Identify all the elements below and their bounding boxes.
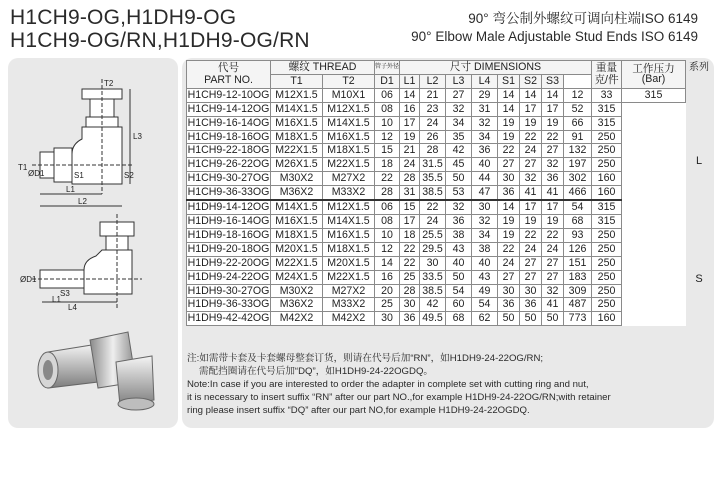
part-no-cell: H1CH9-30-27OG (187, 172, 270, 185)
table-cell: M33X2 (323, 298, 375, 312)
label-l1: L1 (66, 185, 75, 194)
table-row-l (187, 116, 686, 130)
table-cell: 315 (592, 116, 622, 130)
table-cell: 38.5 (420, 284, 446, 298)
table-cell: 19 (520, 214, 542, 228)
table-cell: 22 (498, 242, 520, 256)
table-cell: 22 (400, 256, 420, 270)
part-no-cell: H1DH9-30-27OG (187, 284, 270, 297)
header-part-no (187, 61, 271, 89)
header-part-cn: 代号 (217, 61, 240, 74)
table-row-l (187, 102, 686, 116)
table-cell: 21 (420, 88, 446, 102)
table-cell: 24 (498, 256, 520, 270)
table-cell: M36X2 (271, 298, 323, 312)
header-weight-cn: 重量 (595, 61, 618, 74)
table-cell: 16 (375, 270, 400, 284)
table-cell: 250 (592, 158, 622, 172)
table-cell: 30 (498, 172, 520, 186)
table-cell: 27 (520, 256, 542, 270)
table-cell: 14 (400, 88, 420, 102)
table-cell: 309 (564, 284, 592, 298)
table-cell: 19 (400, 130, 420, 144)
table-cell: 41 (520, 186, 542, 200)
header-dim: L2 (420, 74, 446, 88)
table-cell: 36 (472, 144, 498, 158)
table-cell: 36 (400, 312, 420, 326)
table-cell: 47 (472, 186, 498, 200)
table-cell: M27X2 (323, 172, 375, 186)
header-dim: L4 (472, 74, 498, 88)
note-cn-1: 注:如需带卡套及卡套螺母整套订货，则请在代号后加“RN”，如H1DH9-24-22OG/RN; (187, 353, 544, 364)
table-cell: 32 (472, 214, 498, 228)
table-cell: 250 (592, 242, 622, 256)
table-cell: 17 (400, 214, 420, 228)
note-en-3: ring please insert suffix “DQ” after our part NO,for example H1DH9-24-22OGDQ. (187, 405, 530, 416)
part-no-cell: H1DH9-24-22OG (187, 270, 270, 283)
table-cell: 30 (520, 284, 542, 298)
header-dim: L3 (446, 74, 472, 88)
table-cell: 32 (446, 200, 472, 214)
table-cell: 24 (520, 144, 542, 158)
table-cell: 22 (520, 130, 542, 144)
table-cell: 250 (592, 130, 622, 144)
part-no-cell: H1DH9-36-33OG (187, 298, 270, 311)
table-cell: 44 (472, 172, 498, 186)
table-cell: 54 (446, 284, 472, 298)
table-cell: 36 (446, 214, 472, 228)
table-cell: 12 (564, 88, 592, 102)
table-cell: 126 (564, 242, 592, 256)
table-cell: 36 (498, 298, 520, 312)
table-cell: 17 (520, 102, 542, 116)
table-cell: 14 (498, 88, 520, 102)
table-cell: 19 (498, 116, 520, 130)
table-cell: 33.5 (420, 270, 446, 284)
table-cell: 50 (542, 312, 564, 326)
part-no-cell: H1CH9-18-16OG (187, 130, 270, 143)
table-cell: 34 (472, 130, 498, 144)
table-cell: 91 (564, 130, 592, 144)
table-cell: M18X1.5 (323, 144, 375, 158)
header-dim: L1 (400, 74, 420, 88)
table-cell: 66 (564, 116, 592, 130)
table-cell: M10X1 (323, 88, 375, 102)
part-no-cell: H1CH9-12-10OG (187, 88, 270, 101)
table-cell: 250 (592, 298, 622, 312)
table-cell: 50 (520, 312, 542, 326)
description-en: 90° Elbow Male Adjustable Stud Ends ISO 6149 (411, 29, 698, 44)
header-tube-od: 管子外径 (375, 61, 400, 75)
table-cell: 315 (592, 200, 622, 214)
table-cell: 54 (564, 200, 592, 214)
table-cell: 17 (400, 116, 420, 130)
table-cell: 19 (498, 214, 520, 228)
table-cell: 27 (498, 158, 520, 172)
header-thread: 螺纹 THREAD (271, 61, 375, 75)
table-cell: 25 (375, 298, 400, 312)
header-weight (592, 61, 622, 89)
table-cell: M20X1.5 (323, 256, 375, 270)
table-cell: 49.5 (420, 312, 446, 326)
table-cell: 14 (498, 102, 520, 116)
table-cell: 38.5 (420, 186, 446, 200)
table-cell: 18 (400, 228, 420, 242)
table-cell: 19 (498, 228, 520, 242)
table-cell: 31.5 (420, 158, 446, 172)
table-cell: 08 (375, 214, 400, 228)
table-cell: 22 (542, 228, 564, 242)
table-cell: 68 (446, 312, 472, 326)
table-cell: 22 (542, 130, 564, 144)
part-no-cell: H1DH9-22-20OG (187, 256, 270, 269)
table-cell: M18X1.5 (323, 242, 375, 256)
table-cell: 30 (420, 256, 446, 270)
table-cell: 19 (542, 116, 564, 130)
table-cell: 42 (446, 144, 472, 158)
table-cell: 22 (498, 144, 520, 158)
table-cell: 32 (446, 102, 472, 116)
part-no-cell: H1CH9-26-22OG (187, 158, 270, 171)
table-row-l (187, 130, 686, 144)
table-row-s (187, 200, 686, 214)
table-cell: 250 (592, 284, 622, 298)
table-cell: 17 (542, 102, 564, 116)
table-cell: 14 (542, 88, 564, 102)
table-row-s (187, 284, 686, 298)
table-cell: 17 (520, 200, 542, 214)
table-cell: M22X1.5 (271, 144, 323, 158)
table-cell: 38 (446, 228, 472, 242)
series-label-s: S (695, 273, 703, 285)
table-cell: 08 (375, 102, 400, 116)
table-cell: M16X1.5 (323, 130, 375, 144)
table-cell: 43 (472, 270, 498, 284)
technical-drawings (12, 74, 172, 314)
table-cell: 25.5 (420, 228, 446, 242)
table-cell: 28 (400, 172, 420, 186)
table-cell: M14X1.5 (323, 116, 375, 130)
table-cell: 06 (375, 88, 400, 102)
product-codes (10, 6, 310, 52)
table-cell: 50 (498, 312, 520, 326)
table-cell: 32 (542, 158, 564, 172)
table-cell: 23 (420, 102, 446, 116)
table-cell: 21 (400, 144, 420, 158)
table-cell: 22 (400, 242, 420, 256)
table-row-s (187, 242, 686, 256)
table-cell: M20X1.5 (271, 242, 323, 256)
table-cell: M14X1.5 (323, 214, 375, 228)
table-cell: 466 (564, 186, 592, 200)
table-cell: 36 (498, 186, 520, 200)
table-cell: 27 (542, 256, 564, 270)
table-cell: 35 (446, 130, 472, 144)
table-cell: 33 (592, 88, 622, 102)
label-t1: T1 (18, 163, 28, 172)
table-cell: 20 (375, 284, 400, 298)
table-cell: 50 (446, 172, 472, 186)
fitting-photo (28, 322, 168, 412)
table-row-s (187, 228, 686, 242)
table-cell: 29.5 (420, 242, 446, 256)
table-cell: 315 (622, 88, 686, 102)
table-cell: 14 (375, 256, 400, 270)
label-s3: S3 (60, 289, 70, 298)
table-row-s (187, 214, 686, 228)
table-cell: 27 (542, 144, 564, 158)
table-cell: M18X1.5 (271, 228, 323, 242)
part-no-cell: H1CH9-36-33OG (187, 186, 270, 199)
table-cell: 26 (420, 130, 446, 144)
table-cell: M24X1.5 (271, 270, 323, 284)
table-cell: 49 (472, 284, 498, 298)
spec-table (186, 60, 686, 326)
table-cell: 45 (446, 158, 472, 172)
part-no-cell: H1DH9-20-18OG (187, 242, 270, 255)
table-cell: M12X1.5 (323, 200, 375, 214)
table-cell: 15 (400, 200, 420, 214)
header-dim: D1 (375, 74, 400, 88)
table-cell: M16X1.5 (271, 214, 323, 228)
table-cell: M30X2 (271, 172, 323, 186)
table-cell: 15 (375, 144, 400, 158)
table-cell: 250 (592, 144, 622, 158)
table-cell: 250 (592, 256, 622, 270)
elbow-drawing-S (32, 214, 142, 308)
title-block (10, 6, 710, 54)
note-en-2: it is necessary to insert suffix “RN” after our part NO.,for example H1DH9-24-22OG/RN;with retainer (187, 392, 611, 403)
header-t2: T2 (323, 74, 375, 88)
table-cell: 32 (520, 172, 542, 186)
table-cell: 43 (446, 242, 472, 256)
part-no-cell: H1DH9-42-42OG (187, 312, 270, 325)
table-cell: 22 (520, 228, 542, 242)
table-cell: 27 (542, 270, 564, 284)
table-cell: 31 (472, 102, 498, 116)
header-dim: S1 (498, 74, 520, 88)
label-l4: L4 (68, 303, 77, 312)
part-no-cell: H1DH9-14-12OG (187, 201, 270, 214)
table-cell: 24 (420, 214, 446, 228)
header-dim: S3 (542, 74, 564, 88)
table-cell: 302 (564, 172, 592, 186)
header-dimensions: 尺寸 DIMENSIONS (400, 61, 592, 75)
table-cell: 160 (592, 312, 622, 326)
product-code-line1: H1CH9-OG,H1DH9-OG (10, 6, 237, 29)
part-no-cell: H1CH9-22-18OG (187, 144, 270, 157)
header-weight-unit: 克/件 (594, 74, 619, 87)
table-cell: M26X1.5 (271, 158, 323, 172)
table-row-l (187, 186, 686, 200)
table-row-s (187, 256, 686, 270)
table-cell: 19 (498, 130, 520, 144)
table-cell: 34 (472, 228, 498, 242)
header-pressure-cn: 工作压力 (632, 63, 675, 76)
table-cell: 10 (375, 228, 400, 242)
table-row-s (187, 298, 686, 312)
label-l1-bottom: L1 (52, 295, 61, 304)
table-cell: 68 (564, 214, 592, 228)
table-row-s (187, 312, 686, 326)
table-cell: 53 (446, 186, 472, 200)
table-cell: 36 (520, 298, 542, 312)
table-cell: 315 (592, 214, 622, 228)
table-cell: 27 (520, 158, 542, 172)
table-cell: 40 (472, 256, 498, 270)
table-cell: 32 (472, 116, 498, 130)
table-cell: M22X1.5 (323, 158, 375, 172)
table-cell: 132 (564, 144, 592, 158)
table-cell: 24 (420, 116, 446, 130)
notes-block (187, 352, 712, 417)
product-code-line2: H1CH9-OG/RN,H1DH9-OG/RN (10, 29, 310, 52)
table-cell: M18X1.5 (271, 130, 323, 144)
table-cell: 62 (472, 312, 498, 326)
part-no-cell: H1DH9-18-16OG (187, 228, 270, 241)
table-cell: M42X2 (323, 312, 375, 326)
table-cell: 160 (592, 172, 622, 186)
table-cell: M36X2 (271, 186, 323, 200)
table-cell: 250 (592, 228, 622, 242)
table-cell: M22X1.5 (271, 256, 323, 270)
table-cell: 60 (446, 298, 472, 312)
table-cell: 487 (564, 298, 592, 312)
table-cell: 27 (446, 88, 472, 102)
table-cell: 35.5 (420, 172, 446, 186)
table-cell: 24 (542, 242, 564, 256)
table-cell: 197 (564, 158, 592, 172)
table-cell: 42 (420, 298, 446, 312)
table-cell: 17 (542, 200, 564, 214)
note-en-1: Note:In case if you are interested to order the adapter in complete set with cutting ring and nut, (187, 379, 589, 390)
table-cell: 52 (564, 102, 592, 116)
table-cell: 19 (542, 214, 564, 228)
table-cell: 27 (520, 270, 542, 284)
table-cell: 24 (520, 242, 542, 256)
table-cell: 50 (446, 270, 472, 284)
table-cell: 25 (400, 270, 420, 284)
header-pressure (622, 61, 686, 89)
header-pressure-unit: (Bar) (641, 73, 666, 86)
table-cell: 41 (542, 298, 564, 312)
part-no-cell: H1CH9-16-14OG (187, 116, 270, 129)
table-cell: 22 (375, 172, 400, 186)
label-t2: T2 (104, 79, 114, 88)
table-cell: 10 (375, 116, 400, 130)
table-cell: 34 (446, 116, 472, 130)
table-cell: M22X1.5 (323, 270, 375, 284)
table-row-s (187, 270, 686, 284)
table-cell: 315 (592, 102, 622, 116)
table-cell: 30 (498, 284, 520, 298)
table-cell: 22 (420, 200, 446, 214)
table-cell: 16 (400, 102, 420, 116)
series-label-l: L (695, 155, 703, 167)
table-cell: 41 (542, 186, 564, 200)
table-cell: 12 (375, 242, 400, 256)
table-row-l (187, 172, 686, 186)
part-no-cell: H1CH9-14-12OG (187, 102, 270, 115)
table-cell: 28 (420, 144, 446, 158)
elbow-drawing-L (32, 79, 132, 206)
table-cell: 18 (375, 158, 400, 172)
table-cell: 12 (375, 130, 400, 144)
table-cell: 773 (564, 312, 592, 326)
table-cell: 40 (472, 158, 498, 172)
table-cell: 28 (400, 284, 420, 298)
label-l2: L2 (78, 197, 87, 206)
label-d1-top: ØD1 (28, 169, 45, 178)
table-row-l (187, 88, 686, 102)
header-dim: S2 (520, 74, 542, 88)
table-cell: 14 (498, 200, 520, 214)
table-cell: M27X2 (323, 284, 375, 298)
table-cell: 160 (592, 186, 622, 200)
table-cell: 40 (446, 256, 472, 270)
table-cell: 36 (542, 172, 564, 186)
label-s1: S1 (74, 171, 84, 180)
table-cell: M12X1.5 (323, 102, 375, 116)
table-cell: 19 (520, 116, 542, 130)
header-t1: T1 (271, 74, 323, 88)
table-cell: 27 (498, 270, 520, 284)
table-cell: M16X1.5 (323, 228, 375, 242)
table-row-l (187, 144, 686, 158)
table-cell: 24 (400, 158, 420, 172)
spec-table-body (187, 88, 686, 325)
table-cell: 93 (564, 228, 592, 242)
table-cell: 30 (472, 200, 498, 214)
table-cell: 183 (564, 270, 592, 284)
table-cell: 14 (520, 88, 542, 102)
note-cn-2: 需配挡圈请在代号后加“DQ”，如H1DH9-24-22OGDQ。 (199, 366, 434, 377)
table-cell: 29 (472, 88, 498, 102)
label-d1-bottom: ØD1 (20, 275, 37, 284)
table-cell: 30 (375, 312, 400, 326)
description-cn: 90° 弯公制外螺纹可调向柱端ISO 6149 (468, 11, 698, 26)
table-cell: 31 (400, 186, 420, 200)
table-row-l (187, 158, 686, 172)
header-part-en: PART NO. (204, 74, 253, 87)
label-l3: L3 (133, 132, 142, 141)
header-series: 系列 (689, 62, 709, 73)
product-description (411, 10, 698, 46)
table-cell: M30X2 (271, 284, 323, 298)
table-cell: M14X1.5 (271, 102, 323, 116)
label-s2: S2 (124, 171, 134, 180)
table-cell: M14X1.5 (271, 200, 323, 214)
table-cell: 250 (592, 270, 622, 284)
table-cell: M16X1.5 (271, 116, 323, 130)
table-cell: 54 (472, 298, 498, 312)
table-cell: M12X1.5 (271, 88, 323, 102)
part-no-cell: H1DH9-16-14OG (187, 214, 270, 227)
table-cell: 30 (400, 298, 420, 312)
header-row-1 (187, 61, 686, 75)
table-cell: 06 (375, 200, 400, 214)
table-cell: M33X2 (323, 186, 375, 200)
table-cell: 28 (375, 186, 400, 200)
table-cell: 38 (472, 242, 498, 256)
table-cell: 151 (564, 256, 592, 270)
table-cell: 32 (542, 284, 564, 298)
table-cell: M42X2 (271, 312, 323, 326)
